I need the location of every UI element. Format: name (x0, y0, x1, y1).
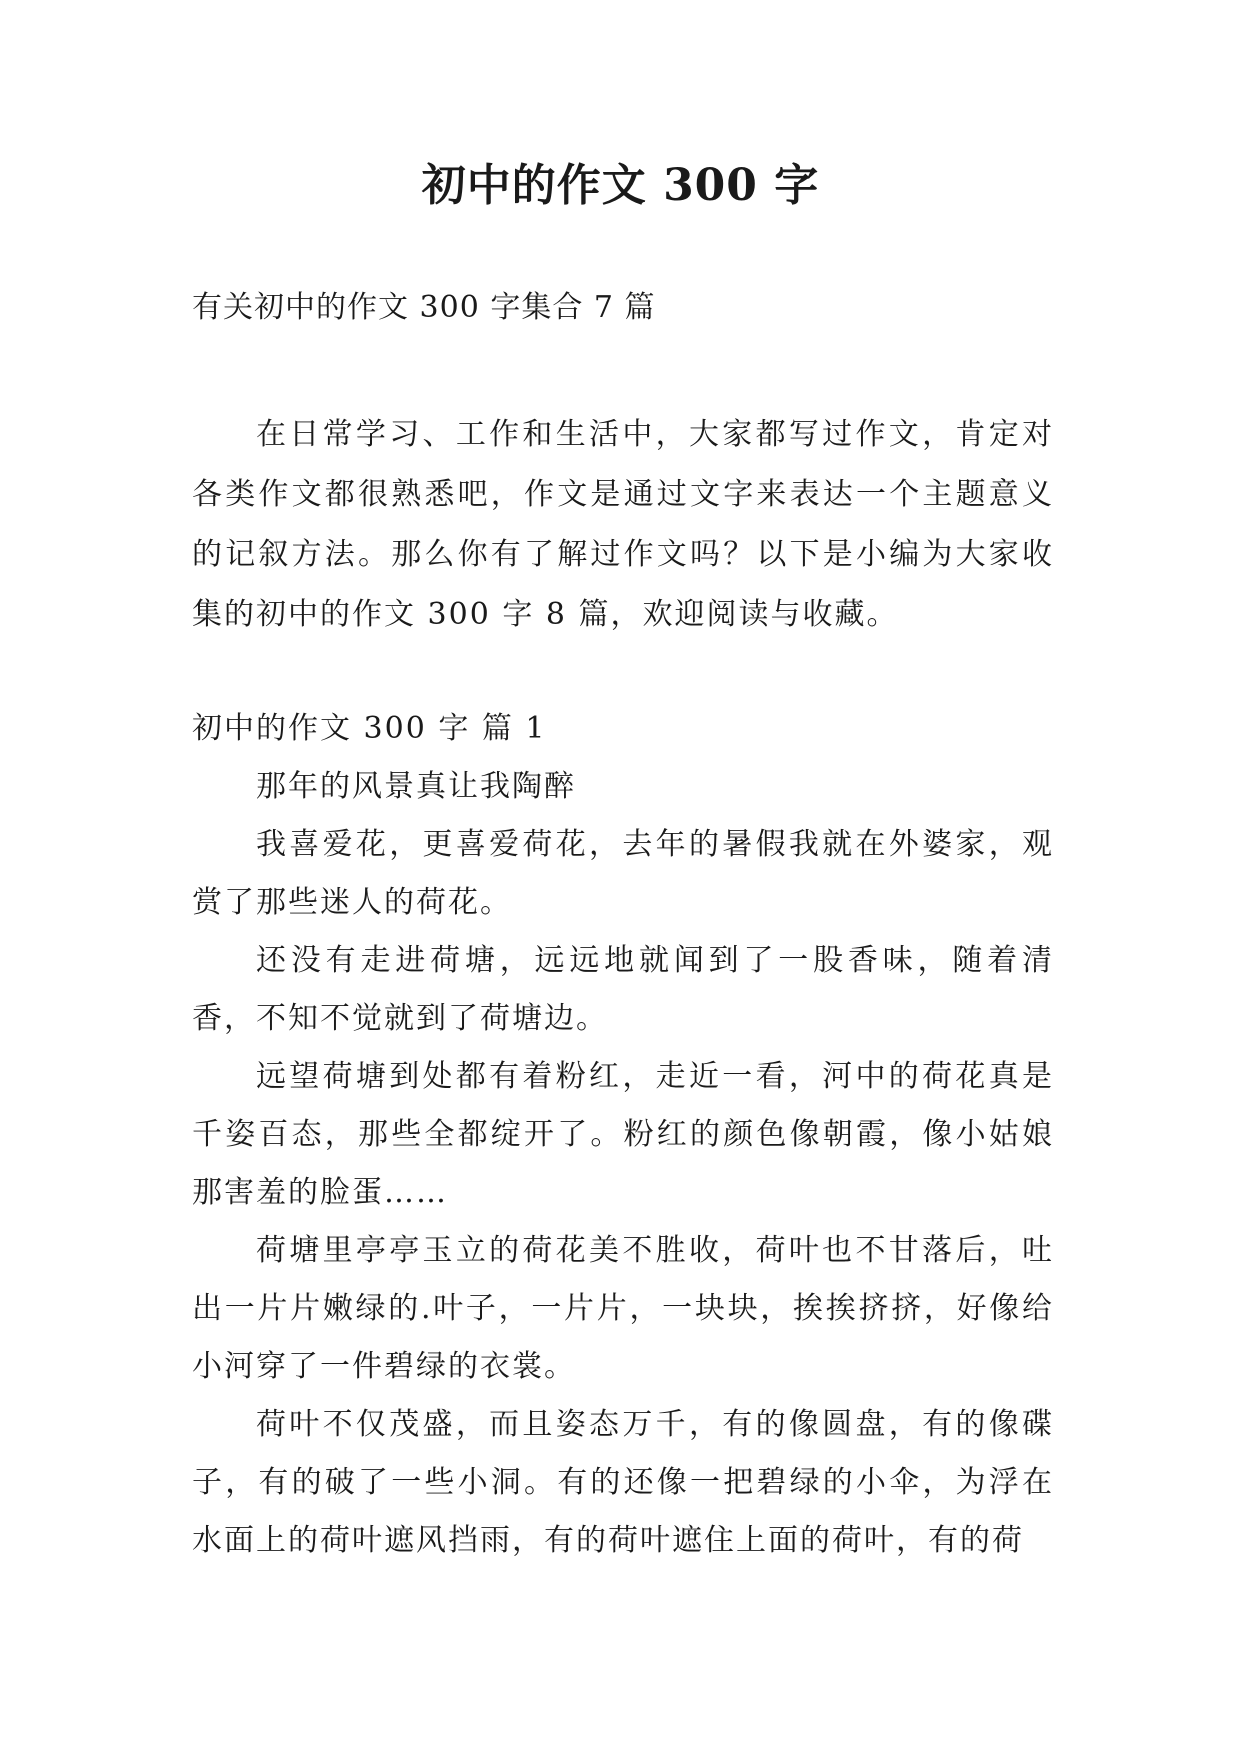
document-subtitle: 有关初中的作文 300 字集合 7 篇 (192, 290, 656, 325)
intro-paragraph: 在日常学习、工作和生活中，大家都写过作文，肯定对各类作文都很熟悉吧，作文是通过文字来表达一个主题意义的记叙方法。那么你有了解过作文吗？以下是小编为大家收集的初中的作文 300 字 8 篇，欢迎阅读与收藏。 (192, 417, 1054, 632)
document-title: 初中的作文 300 字 (421, 160, 820, 211)
essay-section (192, 700, 1054, 1570)
essay-paragraph: 远望荷塘到处都有着粉红，走近一看，河中的荷花真是千姿百态，那些全都绽开了。粉红的颜色像朝霞，像小姑娘那害羞的脸蛋…… (192, 1059, 1054, 1210)
essay-title: 那年的风景真让我陶醉 (256, 769, 576, 804)
essay-paragraph: 荷塘里亭亭玉立的荷花美不胜收，荷叶也不甘落后，吐出一片片嫩绿的.叶子，一片片，一块块，挨挨挤挤，好像给小河穿了一件碧绿的衣裳。 (192, 1233, 1054, 1384)
essay-paragraph: 我喜爱花，更喜爱荷花，去年的暑假我就在外婆家，观赏了那些迷人的荷花。 (192, 827, 1054, 920)
essay-paragraph: 荷叶不仅茂盛，而且姿态万千，有的像圆盘，有的像碟子，有的破了一些小洞。有的还像一把碧绿的小伞，为浮在水面上的荷叶遮风挡雨，有的荷叶遮住上面的荷叶，有的荷 (192, 1407, 1054, 1558)
section-heading: 初中的作文 300 字 篇 1 (192, 711, 547, 746)
essay-paragraph: 还没有走进荷塘，远远地就闻到了一股香味，随着清香，不知不觉就到了荷塘边。 (192, 943, 1054, 1036)
